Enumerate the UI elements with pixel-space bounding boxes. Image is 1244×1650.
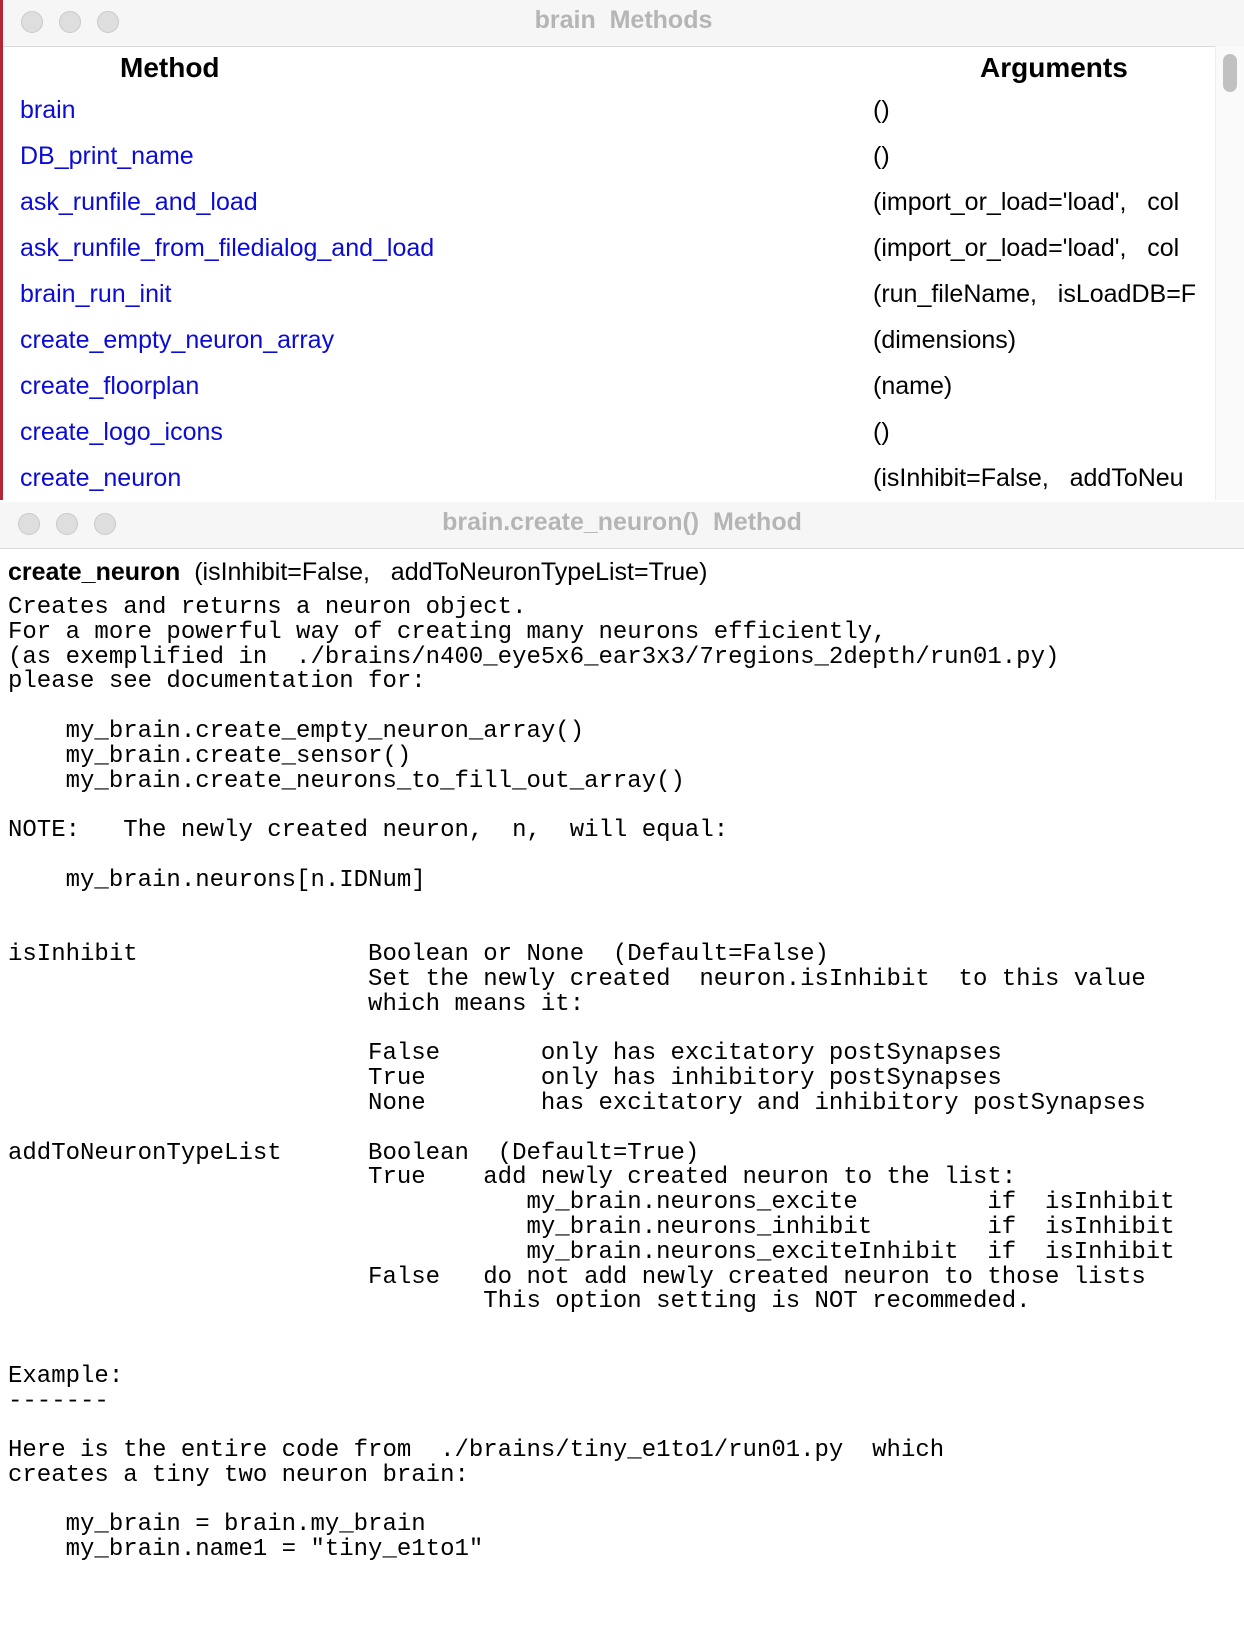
detail-window-titlebar[interactable] <box>0 502 1244 549</box>
method-name: create_neuron <box>8 558 181 586</box>
method-row[interactable] <box>3 412 1218 458</box>
method-arguments: (name) <box>873 372 953 400</box>
method-arguments: (isInhibit=False, addToNeu <box>873 464 1184 492</box>
method-arguments: (import_or_load='load', col <box>873 188 1180 216</box>
method-arguments: (dimensions) <box>873 326 1017 354</box>
method-signature-args: (isInhibit=False, addToNeuronTypeList=True) <box>180 558 708 586</box>
method-row[interactable] <box>3 228 1218 274</box>
method-row[interactable] <box>3 274 1218 320</box>
methods-scrollbar[interactable] <box>1215 46 1244 500</box>
method-column-header: Method <box>120 52 220 83</box>
method-link[interactable]: brain_run_init <box>20 280 172 308</box>
method-row[interactable] <box>3 182 1218 228</box>
method-link[interactable]: DB_print_name <box>20 142 194 170</box>
method-link[interactable]: ask_runfile_from_filedialog_and_load <box>20 234 435 262</box>
method-link[interactable]: create_neuron <box>20 464 182 492</box>
methods-scrollbar-thumb[interactable] <box>1223 54 1237 92</box>
methods-window-titlebar[interactable] <box>3 0 1244 47</box>
methods-window-title: brain Methods <box>534 6 713 34</box>
method-docstring: Creates and returns a neuron object. For a more powerful way of creating many neurons efficiently, (as exemplified in ./brains/n400_eye5x6_ear3x3/7regions_2depth/run01.py) please see documentation for: my_brain.create_empty_neuron_array() my_brain.create_sensor() my_brain.create_neurons_to_fill_out_array() NOTE: The newly created neuron, n, will equal: my_brain.neurons[n.IDNum] isInhibit Boolean or None (Default=False) Set the newly created neuron.isInhibit to this value which means it: False only has excitatory postSynapses True only has inhibitory postSynapses None has excitatory and inhibitory postSynapses addToNeuronTypeList Boolean (Default=True) True add newly created neuron to the list: my_brain.neurons_excite if isInhibit my_brain.neurons_inhibit if isInhibit my_brain.neurons_exciteInhibit if isInhibit False do not add newly created neuron to those lists This option setting is NOT recommeded. Example: ------- Here is the entire code from ./brains/tiny_e1to1/run01.py which creates a tiny two neuron brain: my_brain = brain.my_brain my_brain.name1 = "tiny_e1to1" <box>8 596 1175 1564</box>
method-signature <box>8 558 707 587</box>
detail-window-title: brain.create_neuron() Method <box>442 508 802 536</box>
method-row[interactable] <box>3 90 1218 136</box>
methods-list <box>3 90 1218 500</box>
method-link[interactable]: ask_runfile_and_load <box>20 188 258 216</box>
methods-table-header <box>3 48 1244 92</box>
method-arguments: () <box>873 142 890 170</box>
method-arguments: (run_fileName, isLoadDB=F <box>873 280 1197 308</box>
method-link[interactable]: create_floorplan <box>20 372 200 400</box>
method-arguments: () <box>873 418 890 446</box>
method-row[interactable] <box>3 320 1218 366</box>
method-row[interactable] <box>3 458 1218 500</box>
method-row[interactable] <box>3 136 1218 182</box>
method-arguments: () <box>873 96 890 124</box>
method-link[interactable]: brain <box>20 96 76 124</box>
methods-window <box>0 0 1244 500</box>
method-arguments: (import_or_load='load', col <box>873 234 1180 262</box>
method-link[interactable]: create_logo_icons <box>20 418 223 446</box>
method-detail-window <box>0 502 1244 1650</box>
method-link[interactable]: create_empty_neuron_array <box>20 326 335 354</box>
method-row[interactable] <box>3 366 1218 412</box>
arguments-column-header: Arguments <box>980 52 1128 83</box>
